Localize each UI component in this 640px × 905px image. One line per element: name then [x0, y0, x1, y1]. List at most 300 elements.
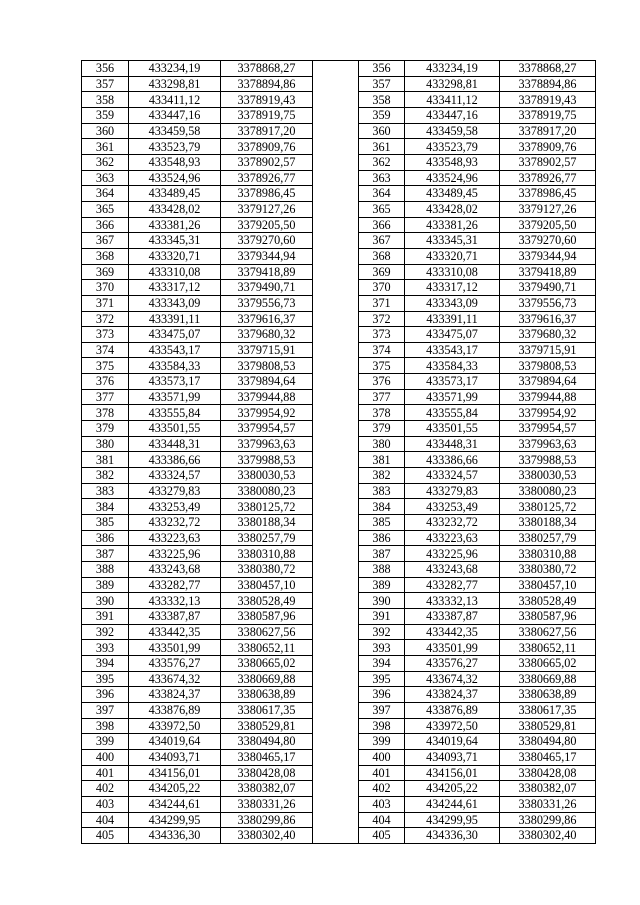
column-gap	[313, 107, 359, 123]
right-point-number: 400	[359, 749, 405, 765]
left-x-coordinate: 434244,61	[129, 796, 221, 812]
left-x-coordinate: 433674,32	[129, 671, 221, 687]
column-gap	[313, 170, 359, 186]
right-point-number: 375	[359, 358, 405, 374]
left-point-number: 387	[82, 546, 129, 562]
left-point-number: 377	[82, 389, 129, 405]
table-row	[82, 781, 596, 797]
right-x-coordinate: 433298,81	[405, 76, 500, 92]
left-y-coordinate: 3380188,34	[221, 515, 313, 531]
column-gap	[313, 640, 359, 656]
right-point-number: 378	[359, 405, 405, 421]
right-x-coordinate: 433391,11	[405, 311, 500, 327]
right-x-coordinate: 433310,08	[405, 264, 500, 280]
left-x-coordinate: 433524,96	[129, 170, 221, 186]
left-y-coordinate: 3380587,96	[221, 608, 313, 624]
left-x-coordinate: 433225,96	[129, 546, 221, 562]
column-gap	[313, 781, 359, 797]
table-row	[82, 76, 596, 92]
left-y-coordinate: 3378894,86	[221, 76, 313, 92]
column-gap	[313, 264, 359, 280]
left-y-coordinate: 3380125,72	[221, 499, 313, 515]
left-x-coordinate: 433489,45	[129, 186, 221, 202]
right-point-number: 380	[359, 436, 405, 452]
left-x-coordinate: 434156,01	[129, 765, 221, 781]
right-y-coordinate: 3379715,91	[500, 342, 596, 358]
table-row	[82, 515, 596, 531]
coordinates-table	[81, 60, 596, 844]
left-y-coordinate: 3379680,32	[221, 327, 313, 343]
column-gap	[313, 499, 359, 515]
left-point-number: 398	[82, 718, 129, 734]
right-x-coordinate: 433475,07	[405, 327, 500, 343]
right-point-number: 360	[359, 123, 405, 139]
table-row	[82, 796, 596, 812]
right-y-coordinate: 3380587,96	[500, 608, 596, 624]
left-x-coordinate: 434336,30	[129, 828, 221, 844]
coordinates-table-body	[82, 61, 596, 844]
column-gap	[313, 295, 359, 311]
left-point-number: 371	[82, 295, 129, 311]
table-row	[82, 107, 596, 123]
left-y-coordinate: 3379715,91	[221, 342, 313, 358]
right-y-coordinate: 3380188,34	[500, 515, 596, 531]
column-gap	[313, 718, 359, 734]
left-x-coordinate: 434299,95	[129, 812, 221, 828]
right-y-coordinate: 3379490,71	[500, 280, 596, 296]
left-y-coordinate: 3379205,50	[221, 217, 313, 233]
column-gap	[313, 311, 359, 327]
table-row	[82, 468, 596, 484]
right-y-coordinate: 3378909,76	[500, 139, 596, 155]
right-y-coordinate: 3380669,88	[500, 671, 596, 687]
table-row	[82, 687, 596, 703]
table-row	[82, 499, 596, 515]
right-x-coordinate: 433317,12	[405, 280, 500, 296]
right-point-number: 405	[359, 828, 405, 844]
left-y-coordinate: 3379344,94	[221, 248, 313, 264]
left-x-coordinate: 433584,33	[129, 358, 221, 374]
right-x-coordinate: 433524,96	[405, 170, 500, 186]
left-point-number: 397	[82, 702, 129, 718]
left-x-coordinate: 433447,16	[129, 107, 221, 123]
left-x-coordinate: 433386,66	[129, 452, 221, 468]
right-y-coordinate: 3380652,11	[500, 640, 596, 656]
left-x-coordinate: 434019,64	[129, 734, 221, 750]
column-gap	[313, 201, 359, 217]
left-y-coordinate: 3378986,45	[221, 186, 313, 202]
right-point-number: 371	[359, 295, 405, 311]
left-y-coordinate: 3380030,53	[221, 468, 313, 484]
column-gap	[313, 139, 359, 155]
right-point-number: 369	[359, 264, 405, 280]
right-y-coordinate: 3380627,56	[500, 624, 596, 640]
left-x-coordinate: 433442,35	[129, 624, 221, 640]
right-y-coordinate: 3379963,63	[500, 436, 596, 452]
column-gap	[313, 436, 359, 452]
right-x-coordinate: 433448,31	[405, 436, 500, 452]
column-gap	[313, 515, 359, 531]
left-y-coordinate: 3378909,76	[221, 139, 313, 155]
left-y-coordinate: 3380380,72	[221, 562, 313, 578]
left-y-coordinate: 3380665,02	[221, 655, 313, 671]
right-y-coordinate: 3379988,53	[500, 452, 596, 468]
right-x-coordinate: 433447,16	[405, 107, 500, 123]
left-point-number: 365	[82, 201, 129, 217]
left-point-number: 390	[82, 593, 129, 609]
left-x-coordinate: 433298,81	[129, 76, 221, 92]
table-row	[82, 123, 596, 139]
left-x-coordinate: 433223,63	[129, 530, 221, 546]
right-y-coordinate: 3380457,10	[500, 577, 596, 593]
right-x-coordinate: 434299,95	[405, 812, 500, 828]
left-point-number: 405	[82, 828, 129, 844]
column-gap	[313, 421, 359, 437]
left-x-coordinate: 433824,37	[129, 687, 221, 703]
column-gap	[313, 342, 359, 358]
left-x-coordinate: 433345,31	[129, 233, 221, 249]
column-gap	[313, 671, 359, 687]
column-gap	[313, 405, 359, 421]
right-y-coordinate: 3380382,07	[500, 781, 596, 797]
right-y-coordinate: 3380428,08	[500, 765, 596, 781]
left-point-number: 402	[82, 781, 129, 797]
left-y-coordinate: 3380627,56	[221, 624, 313, 640]
left-x-coordinate: 433282,77	[129, 577, 221, 593]
right-point-number: 370	[359, 280, 405, 296]
left-point-number: 372	[82, 311, 129, 327]
right-x-coordinate: 433428,02	[405, 201, 500, 217]
table-row	[82, 374, 596, 390]
table-row	[82, 655, 596, 671]
right-y-coordinate: 3380528,49	[500, 593, 596, 609]
left-point-number: 404	[82, 812, 129, 828]
column-gap	[313, 608, 359, 624]
right-point-number: 388	[359, 562, 405, 578]
right-x-coordinate: 433387,87	[405, 608, 500, 624]
right-x-coordinate: 433253,49	[405, 499, 500, 515]
left-y-coordinate: 3380428,08	[221, 765, 313, 781]
left-y-coordinate: 3380080,23	[221, 483, 313, 499]
left-x-coordinate: 433573,17	[129, 374, 221, 390]
right-y-coordinate: 3380494,80	[500, 734, 596, 750]
right-y-coordinate: 3380331,26	[500, 796, 596, 812]
table-row	[82, 358, 596, 374]
left-point-number: 369	[82, 264, 129, 280]
left-y-coordinate: 3380529,81	[221, 718, 313, 734]
left-point-number: 385	[82, 515, 129, 531]
table-row	[82, 530, 596, 546]
right-x-coordinate: 433576,27	[405, 655, 500, 671]
left-point-number: 361	[82, 139, 129, 155]
table-row	[82, 828, 596, 844]
right-y-coordinate: 3379270,60	[500, 233, 596, 249]
column-gap	[313, 374, 359, 390]
column-gap	[313, 530, 359, 546]
right-y-coordinate: 3380617,35	[500, 702, 596, 718]
table-row	[82, 718, 596, 734]
left-x-coordinate: 433571,99	[129, 389, 221, 405]
right-point-number: 390	[359, 593, 405, 609]
table-row	[82, 405, 596, 421]
column-gap	[313, 734, 359, 750]
table-row	[82, 577, 596, 593]
left-y-coordinate: 3380382,07	[221, 781, 313, 797]
left-point-number: 378	[82, 405, 129, 421]
right-point-number: 372	[359, 311, 405, 327]
right-y-coordinate: 3380302,40	[500, 828, 596, 844]
right-point-number: 376	[359, 374, 405, 390]
right-point-number: 383	[359, 483, 405, 499]
right-point-number: 362	[359, 154, 405, 170]
left-x-coordinate: 434205,22	[129, 781, 221, 797]
column-gap	[313, 765, 359, 781]
left-y-coordinate: 3380494,80	[221, 734, 313, 750]
column-gap	[313, 796, 359, 812]
right-x-coordinate: 434244,61	[405, 796, 500, 812]
left-x-coordinate: 433243,68	[129, 562, 221, 578]
right-x-coordinate: 433972,50	[405, 718, 500, 734]
left-x-coordinate: 433253,49	[129, 499, 221, 515]
table-row	[82, 593, 596, 609]
left-y-coordinate: 3379616,37	[221, 311, 313, 327]
right-y-coordinate: 3380030,53	[500, 468, 596, 484]
table-row	[82, 217, 596, 233]
left-point-number: 389	[82, 577, 129, 593]
right-point-number: 398	[359, 718, 405, 734]
right-point-number: 392	[359, 624, 405, 640]
left-y-coordinate: 3380331,26	[221, 796, 313, 812]
left-x-coordinate: 433317,12	[129, 280, 221, 296]
right-x-coordinate: 433584,33	[405, 358, 500, 374]
right-point-number: 373	[359, 327, 405, 343]
column-gap	[313, 468, 359, 484]
column-gap	[313, 546, 359, 562]
left-point-number: 374	[82, 342, 129, 358]
table-row	[82, 734, 596, 750]
column-gap	[313, 687, 359, 703]
right-point-number: 361	[359, 139, 405, 155]
right-y-coordinate: 3380257,79	[500, 530, 596, 546]
column-gap	[313, 577, 359, 593]
left-x-coordinate: 433310,08	[129, 264, 221, 280]
right-point-number: 359	[359, 107, 405, 123]
table-row	[82, 186, 596, 202]
column-gap	[313, 248, 359, 264]
right-y-coordinate: 3380465,17	[500, 749, 596, 765]
right-x-coordinate: 433234,19	[405, 61, 500, 77]
left-point-number: 403	[82, 796, 129, 812]
right-y-coordinate: 3380080,23	[500, 483, 596, 499]
left-y-coordinate: 3378917,20	[221, 123, 313, 139]
right-x-coordinate: 433523,79	[405, 139, 500, 155]
right-point-number: 379	[359, 421, 405, 437]
table-row	[82, 452, 596, 468]
right-x-coordinate: 433324,57	[405, 468, 500, 484]
table-row	[82, 295, 596, 311]
right-y-coordinate: 3378902,57	[500, 154, 596, 170]
right-point-number: 374	[359, 342, 405, 358]
table-row	[82, 640, 596, 656]
column-gap	[313, 327, 359, 343]
table-row	[82, 327, 596, 343]
left-point-number: 388	[82, 562, 129, 578]
table-row	[82, 389, 596, 405]
right-y-coordinate: 3379418,89	[500, 264, 596, 280]
right-y-coordinate: 3380299,86	[500, 812, 596, 828]
left-point-number: 367	[82, 233, 129, 249]
right-y-coordinate: 3378919,75	[500, 107, 596, 123]
left-x-coordinate: 433387,87	[129, 608, 221, 624]
left-point-number: 392	[82, 624, 129, 640]
left-y-coordinate: 3380652,11	[221, 640, 313, 656]
right-point-number: 363	[359, 170, 405, 186]
left-point-number: 360	[82, 123, 129, 139]
left-y-coordinate: 3380257,79	[221, 530, 313, 546]
left-x-coordinate: 433548,93	[129, 154, 221, 170]
left-x-coordinate: 433411,12	[129, 92, 221, 108]
left-y-coordinate: 3379988,53	[221, 452, 313, 468]
column-gap	[313, 123, 359, 139]
left-y-coordinate: 3379127,26	[221, 201, 313, 217]
table-row	[82, 201, 596, 217]
table-row	[82, 749, 596, 765]
left-y-coordinate: 3379944,88	[221, 389, 313, 405]
column-gap	[313, 812, 359, 828]
right-x-coordinate: 433824,37	[405, 687, 500, 703]
right-x-coordinate: 433674,32	[405, 671, 500, 687]
right-x-coordinate: 433876,89	[405, 702, 500, 718]
right-y-coordinate: 3379205,50	[500, 217, 596, 233]
left-x-coordinate: 433279,83	[129, 483, 221, 499]
table-row	[82, 154, 596, 170]
left-point-number: 370	[82, 280, 129, 296]
right-y-coordinate: 3378986,45	[500, 186, 596, 202]
table-row	[82, 765, 596, 781]
left-point-number: 381	[82, 452, 129, 468]
right-y-coordinate: 3380638,89	[500, 687, 596, 703]
left-x-coordinate: 433343,09	[129, 295, 221, 311]
right-point-number: 399	[359, 734, 405, 750]
right-x-coordinate: 433282,77	[405, 577, 500, 593]
left-y-coordinate: 3378926,77	[221, 170, 313, 186]
table-row	[82, 812, 596, 828]
right-y-coordinate: 3380529,81	[500, 718, 596, 734]
right-y-coordinate: 3378917,20	[500, 123, 596, 139]
right-point-number: 364	[359, 186, 405, 202]
column-gap	[313, 655, 359, 671]
table-row	[82, 264, 596, 280]
right-y-coordinate: 3379344,94	[500, 248, 596, 264]
right-x-coordinate: 433232,72	[405, 515, 500, 531]
left-y-coordinate: 3380669,88	[221, 671, 313, 687]
left-x-coordinate: 433876,89	[129, 702, 221, 718]
right-x-coordinate: 433501,99	[405, 640, 500, 656]
left-point-number: 399	[82, 734, 129, 750]
left-y-coordinate: 3379270,60	[221, 233, 313, 249]
left-y-coordinate: 3380465,17	[221, 749, 313, 765]
table-row	[82, 702, 596, 718]
table-row	[82, 562, 596, 578]
left-point-number: 386	[82, 530, 129, 546]
left-x-coordinate: 433501,99	[129, 640, 221, 656]
column-gap	[313, 217, 359, 233]
left-y-coordinate: 3379418,89	[221, 264, 313, 280]
right-x-coordinate: 433225,96	[405, 546, 500, 562]
right-y-coordinate: 3379680,32	[500, 327, 596, 343]
right-x-coordinate: 433459,58	[405, 123, 500, 139]
right-x-coordinate: 434156,01	[405, 765, 500, 781]
right-y-coordinate: 3379954,57	[500, 421, 596, 437]
right-point-number: 394	[359, 655, 405, 671]
table-row	[82, 624, 596, 640]
table-row	[82, 139, 596, 155]
right-point-number: 389	[359, 577, 405, 593]
right-x-coordinate: 434205,22	[405, 781, 500, 797]
left-y-coordinate: 3380302,40	[221, 828, 313, 844]
right-x-coordinate: 434336,30	[405, 828, 500, 844]
right-point-number: 365	[359, 201, 405, 217]
column-gap	[313, 593, 359, 609]
left-point-number: 363	[82, 170, 129, 186]
right-y-coordinate: 3380380,72	[500, 562, 596, 578]
column-gap	[313, 389, 359, 405]
right-point-number: 367	[359, 233, 405, 249]
right-x-coordinate: 433489,45	[405, 186, 500, 202]
left-y-coordinate: 3380638,89	[221, 687, 313, 703]
table-row	[82, 671, 596, 687]
left-x-coordinate: 433428,02	[129, 201, 221, 217]
right-y-coordinate: 3380665,02	[500, 655, 596, 671]
column-gap	[313, 61, 359, 77]
right-y-coordinate: 3379556,73	[500, 295, 596, 311]
right-point-number: 358	[359, 92, 405, 108]
left-y-coordinate: 3379556,73	[221, 295, 313, 311]
left-point-number: 396	[82, 687, 129, 703]
left-x-coordinate: 433576,27	[129, 655, 221, 671]
left-point-number: 368	[82, 248, 129, 264]
right-x-coordinate: 433223,63	[405, 530, 500, 546]
right-y-coordinate: 3378868,27	[500, 61, 596, 77]
right-x-coordinate: 433411,12	[405, 92, 500, 108]
left-point-number: 356	[82, 61, 129, 77]
column-gap	[313, 562, 359, 578]
table-row	[82, 92, 596, 108]
right-x-coordinate: 433555,84	[405, 405, 500, 421]
table-row	[82, 483, 596, 499]
column-gap	[313, 452, 359, 468]
left-point-number: 391	[82, 608, 129, 624]
column-gap	[313, 154, 359, 170]
left-x-coordinate: 433324,57	[129, 468, 221, 484]
left-point-number: 364	[82, 186, 129, 202]
left-x-coordinate: 433320,71	[129, 248, 221, 264]
column-gap	[313, 483, 359, 499]
right-x-coordinate: 433442,35	[405, 624, 500, 640]
right-y-coordinate: 3379944,88	[500, 389, 596, 405]
column-gap	[313, 233, 359, 249]
left-point-number: 394	[82, 655, 129, 671]
left-point-number: 358	[82, 92, 129, 108]
left-point-number: 400	[82, 749, 129, 765]
right-x-coordinate: 433386,66	[405, 452, 500, 468]
right-y-coordinate: 3379127,26	[500, 201, 596, 217]
right-x-coordinate: 433243,68	[405, 562, 500, 578]
left-point-number: 375	[82, 358, 129, 374]
table-row	[82, 311, 596, 327]
right-y-coordinate: 3380125,72	[500, 499, 596, 515]
right-x-coordinate: 433345,31	[405, 233, 500, 249]
